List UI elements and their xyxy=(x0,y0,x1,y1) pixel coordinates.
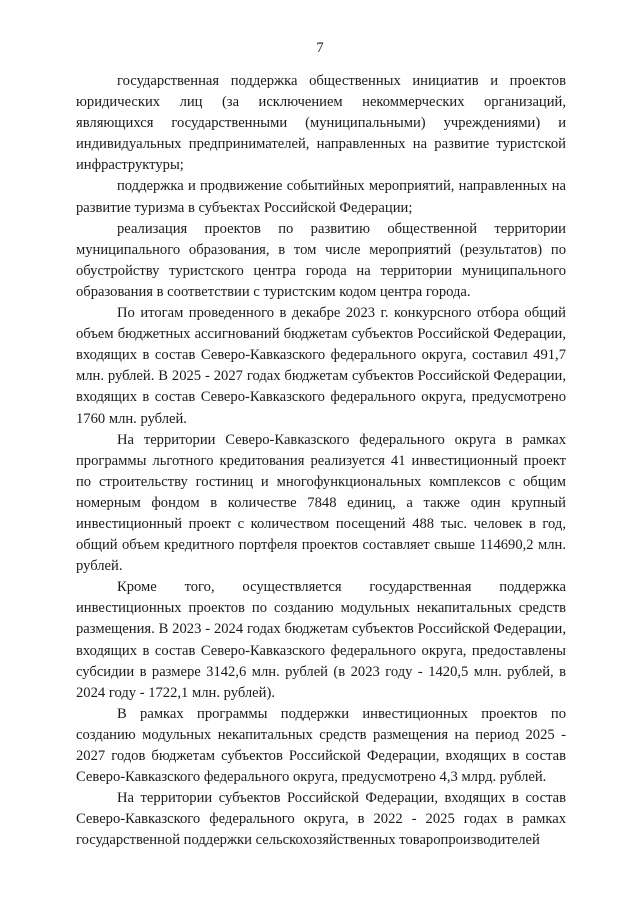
paragraph-support-public-initiatives: государственная поддержка общественных инициатив и проектов юридических лиц (за исключением некоммерческих организаций, являющихся государственными (муниципальными) учреждениями) и индивидуальных предпринимателей, направленных на развитие туристской инфраструктуры; xyxy=(76,73,566,174)
paragraph-competitive-selection-results: По итогам проведенного в декабре 2023 г. конкурсного отбора общий объем бюджетных ассигнований бюджетам субъектов Российской Федерации, входящих в состав Северо-Кавказского федерального округа, составил 491,7 млн. рублей. В 2025 - 2027 годах бюджетам субъектов Российской Федерации, входящих в состав Северо-Кавказского федерального округа, предусмотрено 1760 млн. рублей. xyxy=(76,305,566,427)
paragraph-modular-accommodation-support: Кроме того, осуществляется государственная поддержка инвестиционных проектов по созданию модульных некапитальных средств размещения. В 2023 - 2024 годах бюджетам субъектов Российской Федерации, входящих в состав Северо-Кавказского федерального округа, предоставлены субсидии в размере 3142,6 млн. рублей (в 2023 году - 1420,5 млн. рублей, в 2024 году - 1722,1 млн. рублей). xyxy=(76,579,566,701)
paragraph-event-promotion: поддержка и продвижение событийных мероприятий, направленных на развитие туризма в субъектах Российской Федерации; xyxy=(76,178,566,216)
document-body xyxy=(76,71,566,851)
paragraph-public-territory-projects: реализация проектов по развитию общественной территории муниципального образования, в том числе мероприятий (результатов) по обустройству туристского центра города на территории муниципального образования в соответствии с туристским кодом центра города. xyxy=(76,220,566,300)
paragraph-preferential-lending: На территории Северо-Кавказского федерального округа в рамках программы льготного кредитования реализуется 41 инвестиционный проект по строительству гостиниц и многофункциональных комплексов с общим номерным фондом в количестве 7848 единиц, а также один крупный инвестиционный проект с количеством посещений 488 тыс. человек в год, общий объем кредитного портфеля проектов составляет свыше 114690,2 млн. рублей. xyxy=(76,431,566,575)
paragraph-agricultural-support: На территории субъектов Российской Федерации, входящих в состав Северо-Кавказского федерального округа, в 2022 - 2025 годах в рамках государственной поддержки сельскохозяйственных товаропроизводителей xyxy=(76,790,566,849)
paragraph-modular-accommodation-program: В рамках программы поддержки инвестиционных проектов по созданию модульных некапитальных средств размещения на период 2025 - 2027 годов бюджетам субъектов Российской Федерации, входящих в состав Северо-Кавказского федерального округа, предусмотрено 4,3 млрд. рублей. xyxy=(76,705,566,786)
page-number: 7 xyxy=(316,40,324,56)
